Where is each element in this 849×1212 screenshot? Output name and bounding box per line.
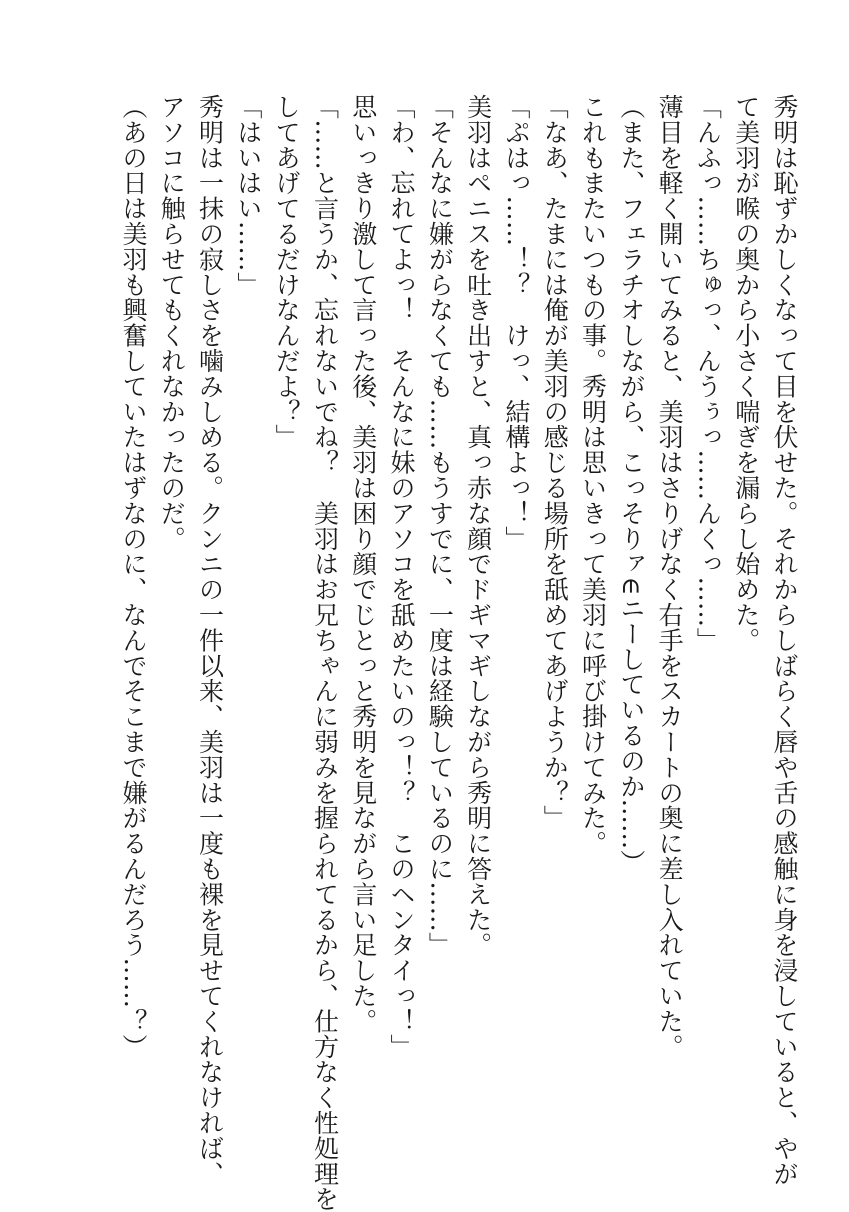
text-line: て美羽が喉の奥から小さく喘ぎを漏らし始めた。 xyxy=(731,94,761,653)
text-line: アソコに触らせてもくれなかったのだ。 xyxy=(157,94,187,552)
text-line: これもまたいつもの事。秀明は思いきって美羽に呼び掛けてみた。 xyxy=(578,94,608,856)
dialogue-line: 「ぷはっ……！？ けっ、結構よっ！」 xyxy=(501,94,531,552)
dialogue-line: 「わ、忘れてよっ！ そんなに妹のアソコを舐めたいのっ！？ このヘンタイっ！」 xyxy=(387,94,417,1060)
text-line: 薄目を軽く開いてみると、美羽はさりげなく右手をスカートの奥に差し入れていた。 xyxy=(655,94,685,1060)
text-line: 美羽はペニスを吐き出すと、真っ赤な顔でドギマギしながら秀明に答えた。 xyxy=(463,94,493,958)
text-line: 秀明は一抹の寂しさを噛みしめる。クンニの一件以来、美羽は一度も裸を見せてくれなければ、 xyxy=(195,94,225,1187)
vertical-text-body xyxy=(114,94,803,1212)
dialogue-line: 「そんなに嫌がらなくても……もうすでに、一度は経験しているのに……」 xyxy=(425,94,455,958)
dialogue-line: 「……と言うか、忘れないでね？ 美羽はお兄ちゃんに弱みを握られてるから、仕方なく性処理を xyxy=(310,94,340,1212)
thought-line: （あの日は美羽も興奮していたはずなのに、なんでそこまで嫌がるんだろう……？） xyxy=(118,94,148,1060)
dialogue-line: 「はいはい……」 xyxy=(233,94,263,298)
text-line: 思いっきり激して言った後、美羽は困り顔でじとっと秀明を見ながら言い足した。 xyxy=(348,94,378,1034)
text-line: 秀明は恥ずかしくなって目を伏せた。それからしばらく唇や舌の感触に身を浸していると、やが xyxy=(770,94,799,1187)
thought-line: （また、フェラチオしながら、こっそりァ∈ニーしているのか……） xyxy=(616,94,646,875)
dialogue-line: 「なあ、たまには俺が美羽の感じる場所を舐めてあげようか？」 xyxy=(540,94,570,831)
dialogue-line: 「んふっ……ちゅっ、んうぅっ……んくっ……」 xyxy=(693,94,723,653)
dialogue-line-continued: してあげてるだけなんだよ？」 xyxy=(272,94,302,450)
